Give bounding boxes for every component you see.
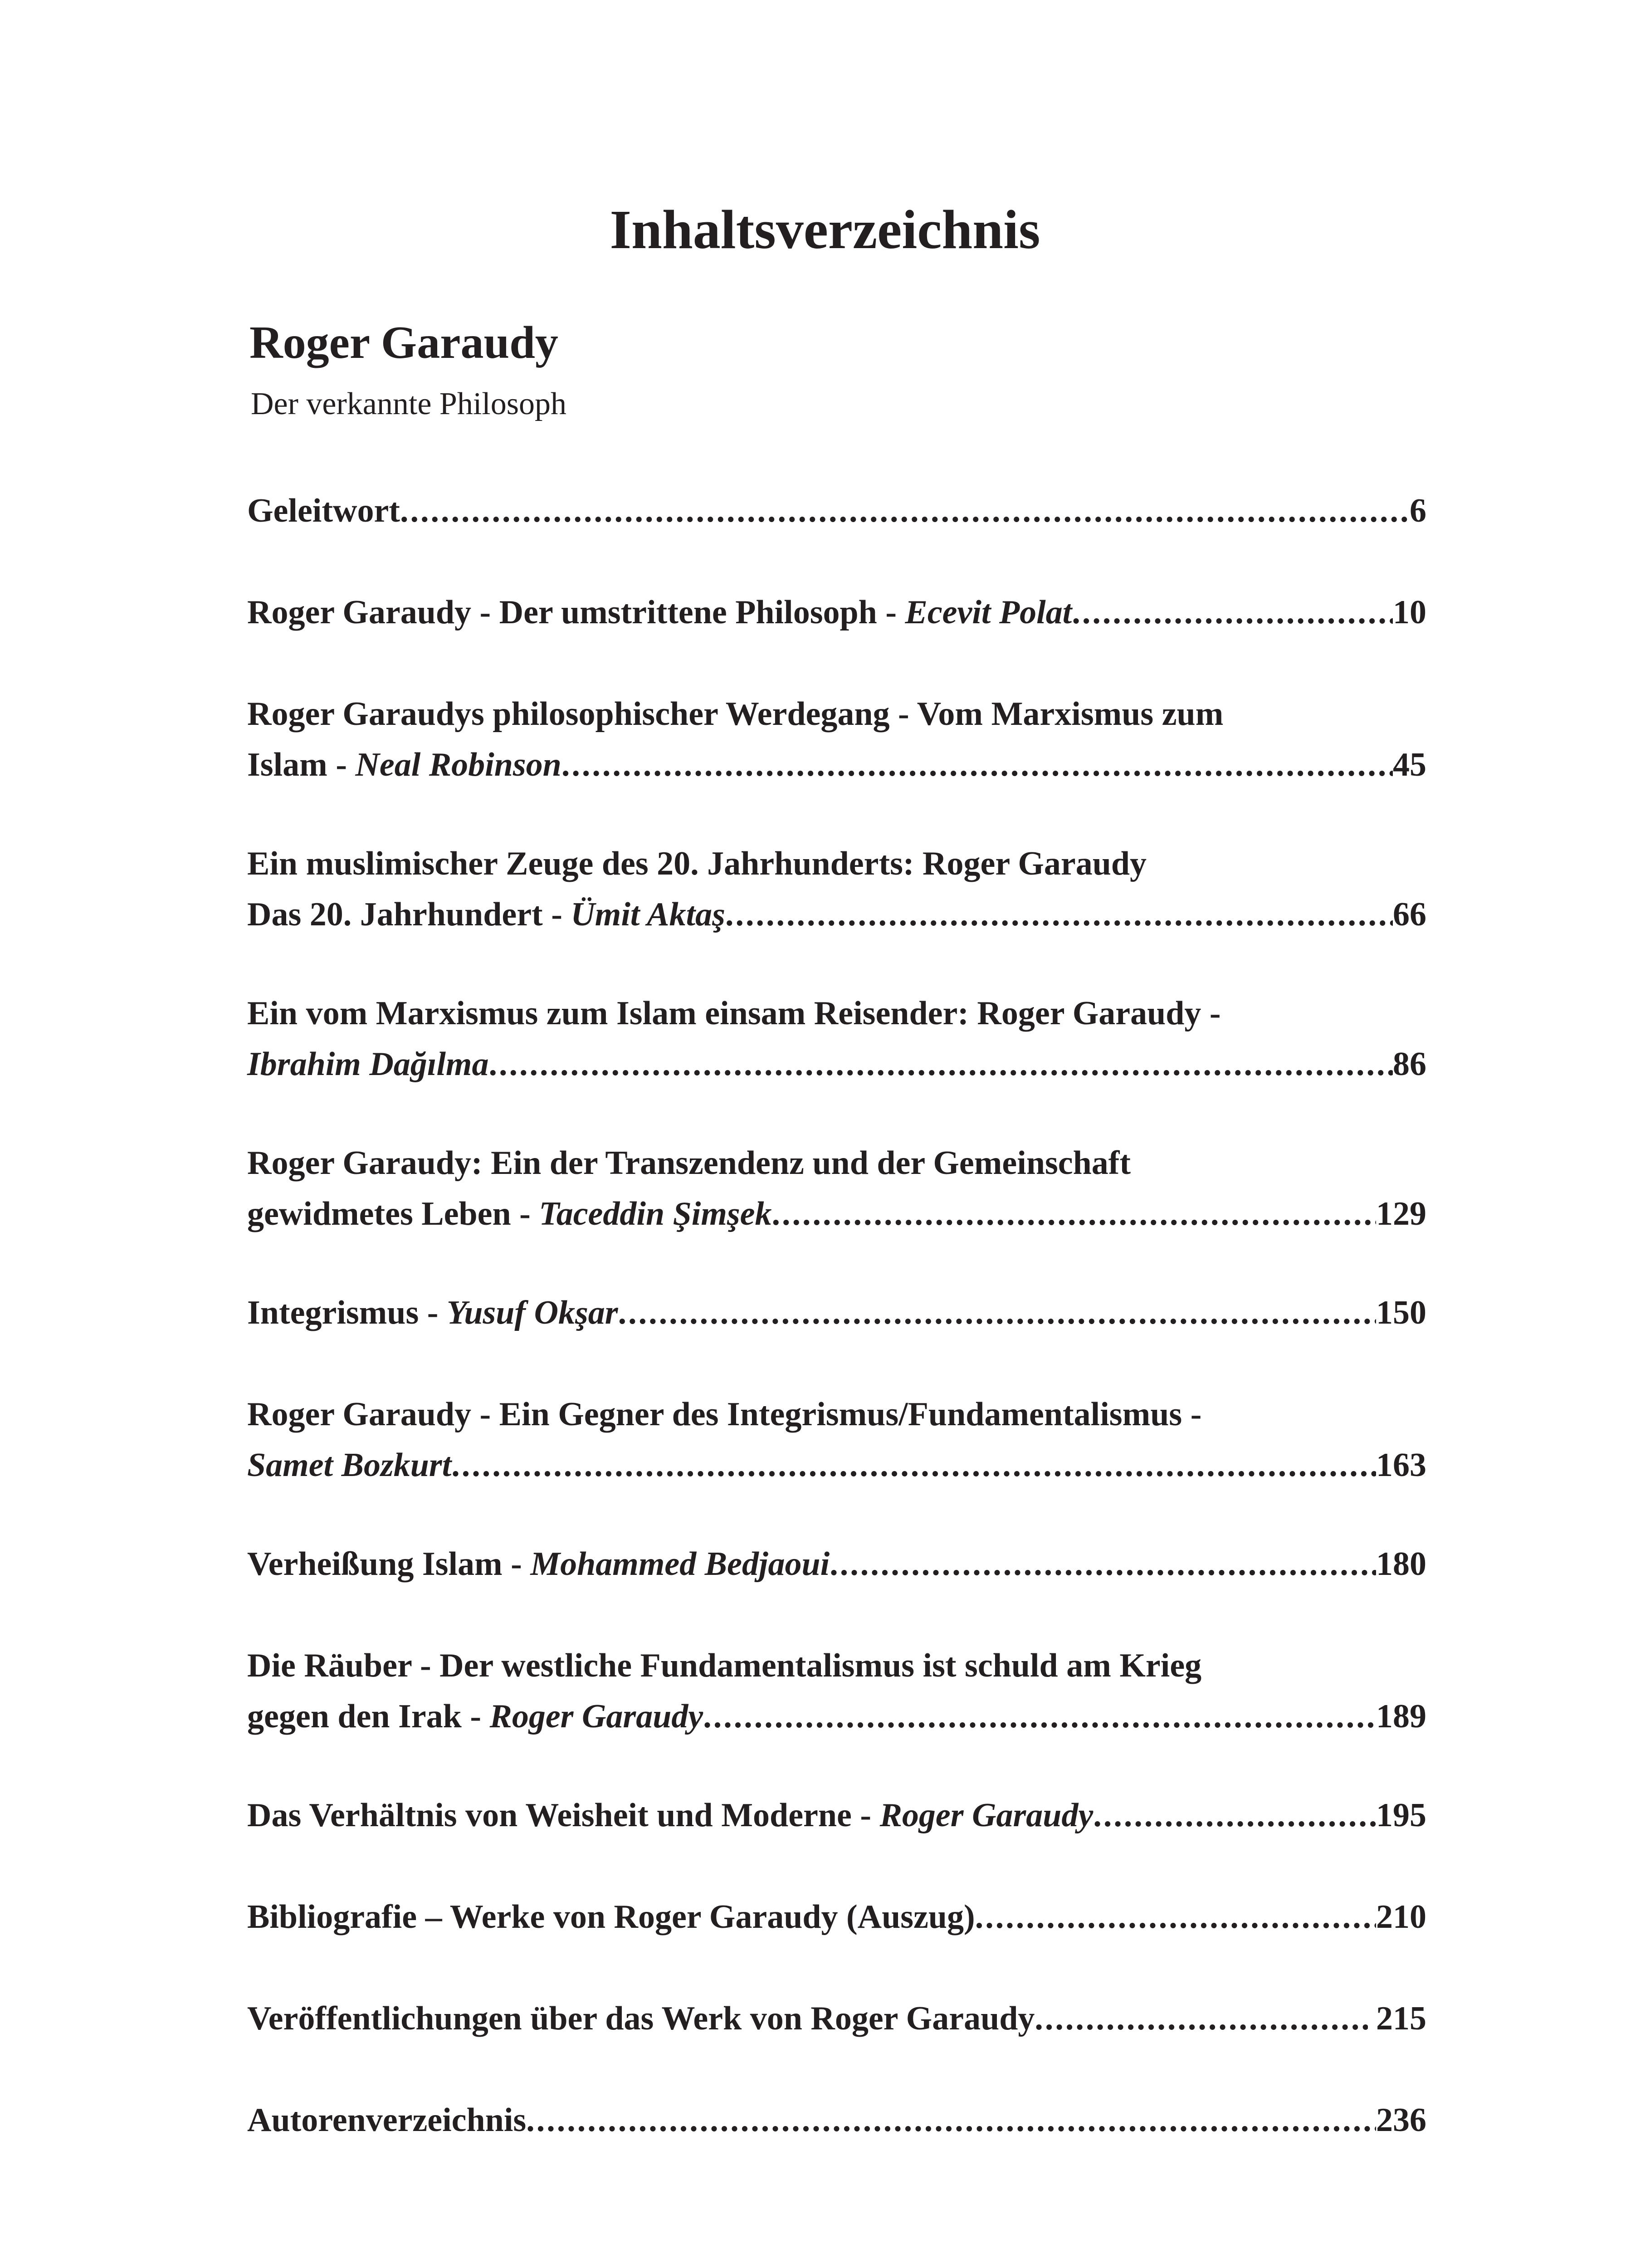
toc-heading: Inhaltsverzeichnis	[610, 199, 1040, 260]
toc-entry-first-line	[247, 1138, 1426, 1188]
toc-entry-line	[247, 2095, 1426, 2146]
entry-title: gegen den Irak	[247, 1698, 462, 1735]
toc-entry-line	[247, 1287, 1426, 1338]
toc-entry-first-line	[247, 988, 1426, 1039]
entry-author: Samet Bozkurt	[247, 1447, 452, 1484]
toc-entry-line	[247, 1892, 1426, 1942]
dot-leader	[725, 889, 1393, 940]
entry-title: Autorenverzeichnis	[247, 2102, 527, 2139]
entry-separator: -	[419, 1294, 447, 1331]
dot-leader	[1035, 1993, 1367, 2044]
toc-entry-line	[247, 1188, 1426, 1239]
entry-title: Roger Garaudy - Der umstrittene Philosoph	[247, 594, 877, 631]
entry-title: Das Verhältnis von Weisheit und Moderne	[247, 1797, 852, 1834]
entry-separator: -	[461, 1698, 490, 1735]
entry-title: Integrismus	[247, 1294, 419, 1331]
toc-entry-line	[247, 739, 1426, 790]
page-number: 210	[1376, 1898, 1426, 1936]
dot-leader	[975, 1892, 1376, 1942]
dot-leader	[561, 739, 1393, 790]
entry-title-line1: Ein vom Marxismus zum Islam einsam Reisender: Roger Garaudy -	[247, 995, 1221, 1032]
entry-separator: -	[327, 746, 356, 783]
table-of-contents	[247, 485, 1426, 2196]
toc-entry-philosophischer-werdegang[interactable]	[247, 689, 1426, 838]
entry-title: Veröffentlichungen über das Werk von Roger Garaudy	[247, 2000, 1035, 2037]
page-number: 180	[1376, 1545, 1426, 1583]
entry-title-line1: Roger Garaudys philosophischer Werdegang - Vom Marxismus zum	[247, 695, 1224, 733]
entry-separator: -	[851, 1797, 880, 1834]
page-number: 163	[1376, 1447, 1426, 1484]
page-number: 195	[1376, 1797, 1426, 1834]
toc-entry-einsam-reisender[interactable]	[247, 988, 1426, 1138]
dot-leader	[618, 1287, 1376, 1338]
entry-title-line1: Die Räuber - Der westliche Fundamentalismus ist schuld am Krieg	[247, 1647, 1202, 1684]
toc-entry-geleitwort[interactable]	[247, 485, 1426, 587]
toc-entry-first-line	[247, 838, 1426, 889]
entry-author: Ecevit Polat	[905, 594, 1072, 631]
dot-leader	[830, 1539, 1376, 1589]
dot-leader	[489, 1039, 1393, 1090]
toc-entry-der-umstrittene-philosoph[interactable]	[247, 587, 1426, 689]
entry-title: Geleitwort	[247, 492, 400, 529]
entry-title: Islam	[247, 746, 327, 783]
page-number: 150	[1376, 1294, 1426, 1331]
entry-author: Taceddin Şimşek	[539, 1195, 772, 1232]
entry-title-line1: Ein muslimischer Zeuge des 20. Jahrhunderts: Roger Garaudy	[247, 845, 1147, 882]
entry-title: Verheißung Islam	[247, 1545, 503, 1583]
book-title: Roger Garaudy	[249, 317, 558, 368]
page-number: 86	[1393, 1046, 1426, 1083]
toc-entry-line	[247, 587, 1426, 638]
toc-entry-die-raeuber[interactable]	[247, 1640, 1426, 1790]
page-number: 189	[1376, 1698, 1426, 1735]
toc-entry-muslimischer-zeuge[interactable]	[247, 838, 1426, 988]
toc-entry-veroeffentlichungen[interactable]	[247, 1993, 1426, 2095]
entry-author: Roger Garaudy	[489, 1698, 703, 1735]
dot-leader	[1093, 1790, 1376, 1841]
toc-entry-first-line	[247, 1389, 1426, 1440]
dot-leader	[772, 1188, 1376, 1239]
entry-title: gewidmetes Leben	[247, 1195, 511, 1232]
entry-title-line1: Roger Garaudy: Ein der Transzendenz und der Gemeinschaft	[247, 1144, 1131, 1182]
entry-author: Yusuf Okşar	[446, 1294, 618, 1331]
dot-leader	[400, 485, 1410, 536]
dot-leader	[703, 1691, 1376, 1742]
page-number: 215	[1367, 2000, 1426, 2037]
book-subtitle: Der verkannte Philosoph	[251, 386, 566, 421]
toc-entry-line	[247, 1691, 1426, 1742]
toc-entry-line	[247, 1039, 1426, 1090]
entry-author: Ümit Aktaş	[571, 896, 725, 933]
toc-entry-first-line	[247, 689, 1426, 739]
page-number: 45	[1393, 746, 1426, 783]
toc-entry-line	[247, 1539, 1426, 1589]
entry-title-line1: Roger Garaudy - Ein Gegner des Integrismus/Fundamentalismus -	[247, 1396, 1202, 1433]
page-number: 236	[1376, 2102, 1426, 2139]
entry-author: Mohammed Bedjaoui	[530, 1545, 830, 1583]
page-number: 6	[1410, 492, 1426, 529]
entry-separator: -	[542, 896, 571, 933]
toc-entry-first-line	[247, 1640, 1426, 1691]
toc-entry-line	[247, 1440, 1426, 1491]
toc-entry-line	[247, 1993, 1426, 2044]
entry-author: Neal Robinson	[355, 746, 561, 783]
toc-entry-gegner-des-integrismus[interactable]	[247, 1389, 1426, 1539]
toc-entry-line	[247, 1790, 1426, 1841]
toc-entry-line	[247, 889, 1426, 940]
page-number: 129	[1376, 1195, 1426, 1232]
toc-entry-autorenverzeichnis[interactable]	[247, 2095, 1426, 2196]
entry-title: Bibliografie – Werke von Roger Garaudy (Auszug)	[247, 1898, 975, 1936]
entry-separator: -	[502, 1545, 531, 1583]
page-number: 66	[1393, 896, 1426, 933]
toc-entry-bibliografie[interactable]	[247, 1892, 1426, 1993]
dot-leader	[451, 1440, 1376, 1491]
entry-title: Das 20. Jahrhundert	[247, 896, 543, 933]
entry-separator: -	[511, 1195, 539, 1232]
toc-entry-line	[247, 485, 1426, 536]
dot-leader	[526, 2095, 1376, 2146]
dot-leader	[1072, 587, 1393, 638]
entry-separator: -	[877, 594, 905, 631]
page-number: 10	[1393, 594, 1426, 631]
toc-entry-weisheit-und-moderne[interactable]	[247, 1790, 1426, 1892]
toc-entry-verheissung-islam[interactable]	[247, 1539, 1426, 1640]
entry-author: Roger Garaudy	[879, 1797, 1093, 1834]
toc-entry-integrismus[interactable]	[247, 1287, 1426, 1389]
toc-entry-transzendenz-gemeinschaft[interactable]	[247, 1138, 1426, 1287]
entry-author: Ibrahim Dağılma	[247, 1046, 489, 1083]
